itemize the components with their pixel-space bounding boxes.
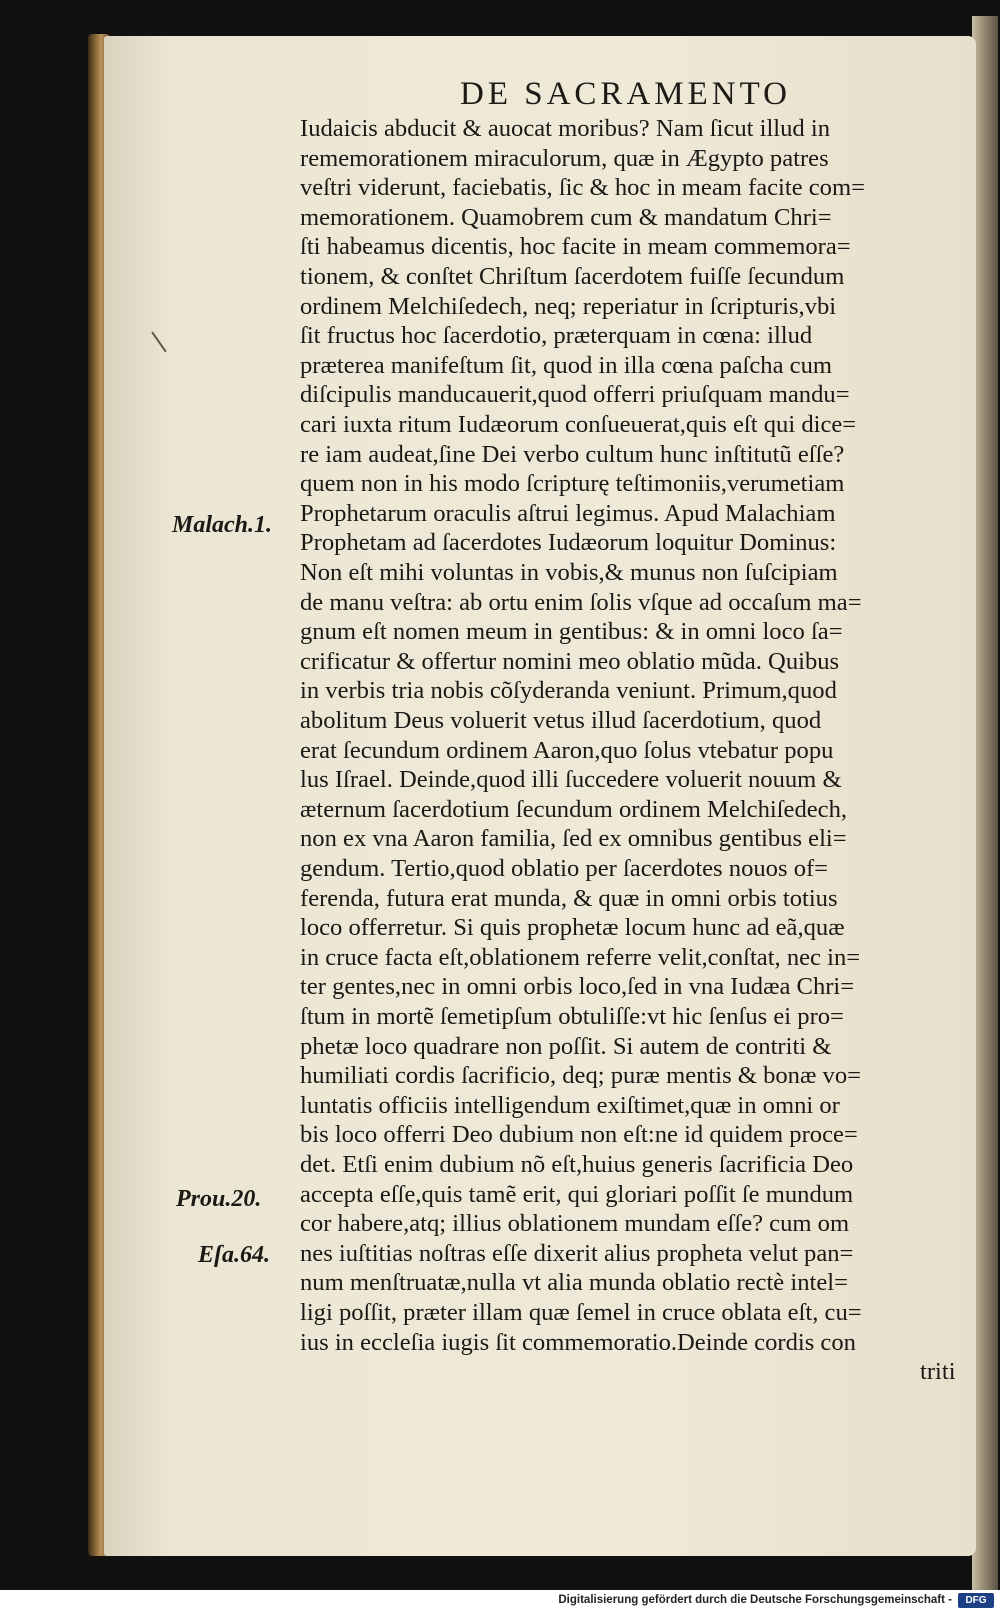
text-line: præterea manifeſtum ſit, quod in illa cœna paſcha cum: [300, 351, 833, 379]
text-line: tionem, & conſtet Chriſtum ſacerdotem fuiſſe ſecundum: [300, 263, 845, 290]
text-line: ſti habeamus dicentis, hoc facite in meam commemora=: [300, 233, 851, 261]
text-line: accepta eſſe,quis tamẽ erit, qui gloriari poſſit ſe mundum: [300, 1180, 854, 1208]
text-line: cor habere,atq; illius oblationem mundam eſſe? cum om: [300, 1210, 850, 1238]
text-line: ſit fructus hoc ſacerdotio, præterquam in cœna: illud: [300, 322, 813, 350]
text-line: cari iuxta ritum Iudæorum conſueuerat,quis eſt qui dice=: [300, 411, 857, 438]
text-line: de manu veſtra: ab ortu enim ſolis vſque ad occaſum ma=: [300, 588, 862, 616]
text-line: in verbis tria nobis cõſyderanda veniunt. Primum,quod: [300, 677, 837, 705]
text-line: humiliati cordis ſacrificio, deq; puræ mentis & bonæ vo=: [300, 1062, 861, 1090]
margin-note-malachi: Malach.1.: [172, 512, 273, 538]
text-line: in cruce facta eſt,oblationem referre velit,conſtat, nec in=: [300, 943, 861, 971]
text-line: ſtum in mortẽ ſemetipſum obtuliſſe:vt hic ſenſus ei pro=: [300, 1003, 844, 1030]
text-line: rememorationem miraculorum, quæ in Ægypto patres: [300, 144, 829, 172]
running-head: DE SACRAMENTO: [460, 76, 792, 112]
text-line: ter gentes,nec in omni orbis loco,ſed in vna Iudæa Chri=: [300, 973, 855, 1001]
text-line: det. Etſi enim dubium nõ eſt,huius generis ſacrificia Deo: [300, 1151, 854, 1178]
text-line: memorationem. Quamobrem cum & mandatum Chri=: [300, 203, 832, 231]
margin-note-proverbs: Prou.20.: [176, 1186, 262, 1212]
text-line: bis loco offerri Deo dubium non eſt:ne id quidem proce=: [300, 1121, 858, 1149]
text-line: luntatis officiis intelligendum exiſtimet,quæ in omni or: [300, 1091, 840, 1119]
text-line: Prophetarum oraculis aſtrui legimus. Apud Malachiam: [300, 499, 836, 527]
text-line: erat ſecundum ordinem Aaron,quo ſolus vtebatur popu: [300, 736, 834, 764]
text-line: non ex vna Aaron familia, ſed ex omnibus gentibus eli=: [300, 825, 847, 853]
text-line: gendum. Tertio,quod oblatio per ſacerdotes nouos of=: [300, 855, 829, 882]
text-line: diſcipulis manducauerit,quod offerri priuſquam mandu=: [300, 381, 850, 409]
text-line: ordinem Melchiſedech, neq; reperiatur in ſcripturis,vbi: [300, 292, 837, 320]
dfg-logo: DFG: [958, 1593, 994, 1608]
text-line: æternum ſacerdotium ſecundum ordinem Melchiſedech,: [300, 795, 848, 823]
text-line: loco offerretur. Si quis prophetæ locum hunc ad eã,quæ: [300, 914, 845, 942]
text-line: num menſtruatæ,nulla vt alia munda oblatio rectè intel=: [300, 1269, 848, 1297]
text-line: gnum eſt nomen meum in gentibus: & in omni loco ſa=: [300, 618, 843, 646]
text-line: Iudaicis abducit & auocat moribus? Nam ſicut illud in: [300, 115, 831, 142]
text-line: nes iuſtitias noſtras eſſe dixerit alius propheta velut pan=: [300, 1239, 854, 1267]
text-line: ligi poſſit, præter illam quæ ſemel in cruce oblata eſt, cu=: [300, 1299, 862, 1326]
text-line: re iam audeat,ſine Dei verbo cultum hunc inſtitutũ eſſe?: [300, 440, 845, 468]
text-line: crificatur & offertur nomini meo oblatio mũda. Quibus: [300, 647, 840, 675]
text-line: phetæ loco quadrare non poſſit. Si autem de contriti &: [300, 1032, 832, 1060]
text-line: quem non in his modo ſcripturę teſtimoniis,verumetiam: [300, 470, 845, 498]
footer-credit: Digitalisierung gefördert durch die Deutsche Forschungsgemeinschaft -: [558, 1594, 952, 1606]
text-line: veſtri viderunt, faciebatis, ſic & hoc in meam facite com=: [300, 174, 865, 202]
text-line: Prophetam ad ſacerdotes Iudæorum loquitur Dominus:: [300, 529, 837, 557]
margin-note-isaiah: Eſa.64.: [198, 1242, 270, 1268]
text-line: abolitum Deus voluerit vetus illud ſacerdotium, quod: [300, 707, 822, 734]
text-line: ferenda, futura erat munda, & quæ in omni orbis totius: [300, 884, 838, 912]
text-line: lus Iſrael. Deinde,quod illi ſuccedere voluerit nouum &: [300, 766, 842, 794]
catchword: triti: [920, 1358, 956, 1385]
text-line: ius in eccleſia iugis ſit commemoratio.Deinde cordis con: [300, 1328, 856, 1356]
text-line: Non eſt mihi voluntas in vobis,& munus non ſuſcipiam: [300, 559, 838, 586]
